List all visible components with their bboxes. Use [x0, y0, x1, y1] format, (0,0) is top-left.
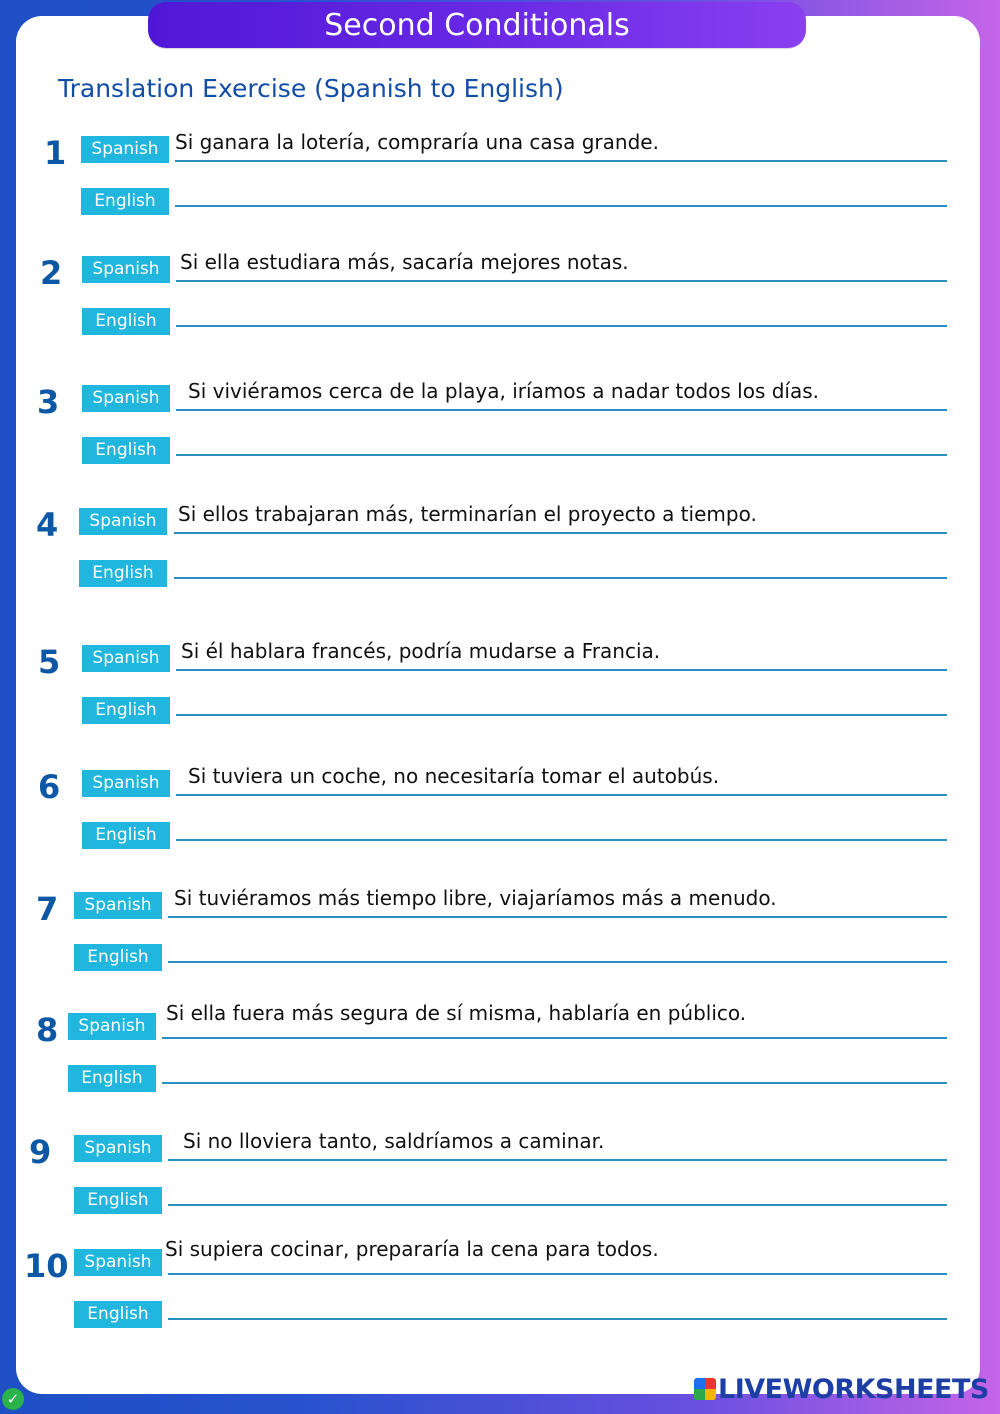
- english-tag: English: [74, 944, 162, 971]
- spanish-sentence: Si ellos trabajaran más, terminarían el proyecto a tiempo.: [178, 502, 757, 526]
- english-tag: English: [81, 188, 169, 215]
- spanish-rule: [176, 669, 947, 671]
- english-rule: [168, 1204, 947, 1206]
- question-number: 7: [36, 890, 59, 928]
- question-2: [0, 250, 1000, 366]
- english-rule: [168, 961, 947, 963]
- english-tag: English: [82, 437, 170, 464]
- question-number: 5: [38, 643, 61, 681]
- english-tag: English: [82, 822, 170, 849]
- english-answer-input[interactable]: [168, 944, 947, 966]
- liveworksheets-logo[interactable]: [694, 1374, 988, 1404]
- spanish-tag: Spanish: [74, 1249, 162, 1276]
- english-answer-input[interactable]: [176, 697, 947, 719]
- english-answer-input[interactable]: [174, 560, 947, 582]
- english-tag: English: [68, 1065, 156, 1092]
- english-rule: [176, 325, 947, 327]
- spanish-tag: Spanish: [74, 892, 162, 919]
- english-rule: [176, 714, 947, 716]
- english-tag: English: [74, 1187, 162, 1214]
- brand-text: LIVEWORKSHEETS: [718, 1374, 989, 1405]
- english-answer-input[interactable]: [176, 308, 947, 330]
- spanish-sentence: Si tuviéramos más tiempo libre, viajaríamos más a menudo.: [174, 886, 777, 910]
- question-1: [0, 130, 1000, 246]
- question-number: 10: [24, 1247, 69, 1285]
- question-4: [0, 502, 1000, 618]
- question-number: 6: [38, 768, 61, 806]
- question-9: [0, 1129, 1000, 1245]
- spanish-tag: Spanish: [82, 770, 170, 797]
- question-number: 9: [29, 1133, 52, 1171]
- question-8: [0, 1001, 1000, 1123]
- question-number: 4: [36, 506, 59, 544]
- spanish-sentence: Si supiera cocinar, prepararía la cena para todos.: [165, 1237, 659, 1261]
- english-tag: English: [82, 697, 170, 724]
- spanish-rule: [176, 794, 947, 796]
- english-rule: [176, 839, 947, 841]
- question-10: [0, 1237, 1000, 1359]
- spanish-sentence: Si él hablara francés, podría mudarse a Francia.: [181, 639, 661, 663]
- english-rule: [175, 205, 947, 207]
- spanish-sentence: Si viviéramos cerca de la playa, iríamos a nadar todos los días.: [188, 379, 820, 403]
- english-rule: [174, 577, 947, 579]
- spanish-sentence: Si ella fuera más segura de sí misma, hablaría en público.: [166, 1001, 747, 1025]
- liveworksheets-mark-icon: [694, 1378, 716, 1400]
- question-number: 2: [40, 254, 63, 292]
- english-answer-input[interactable]: [175, 188, 947, 210]
- spanish-sentence: Si ganara la lotería, compraría una casa grande.: [175, 130, 659, 154]
- spanish-rule: [176, 280, 947, 282]
- question-5: [0, 639, 1000, 755]
- english-tag: English: [79, 560, 167, 587]
- english-rule: [162, 1082, 947, 1084]
- english-answer-input[interactable]: [176, 822, 947, 844]
- question-number: 1: [44, 134, 67, 172]
- exercise-subtitle: Translation Exercise (Spanish to English): [58, 74, 564, 103]
- spanish-tag: Spanish: [82, 256, 170, 283]
- english-tag: English: [82, 308, 170, 335]
- spanish-sentence: Si no lloviera tanto, saldríamos a caminar.: [183, 1129, 605, 1153]
- spanish-tag: Spanish: [79, 508, 167, 535]
- spanish-rule: [168, 916, 947, 918]
- english-answer-input[interactable]: [162, 1065, 947, 1087]
- spanish-tag: Spanish: [81, 136, 169, 163]
- page-title: Second Conditionals: [148, 2, 806, 48]
- question-3: [0, 379, 1000, 495]
- check-circle-icon[interactable]: ✓: [2, 1388, 24, 1410]
- question-number: 3: [37, 383, 60, 421]
- spanish-sentence: Si ella estudiara más, sacaría mejores notas.: [180, 250, 629, 274]
- english-answer-input[interactable]: [168, 1187, 947, 1209]
- spanish-rule: [174, 532, 947, 534]
- english-tag: English: [74, 1301, 162, 1328]
- spanish-rule: [168, 1159, 947, 1161]
- spanish-tag: Spanish: [68, 1013, 156, 1040]
- spanish-tag: Spanish: [82, 385, 170, 412]
- english-rule: [176, 454, 947, 456]
- spanish-rule: [175, 160, 947, 162]
- english-rule: [168, 1318, 947, 1320]
- question-7: [0, 886, 1000, 1002]
- spanish-rule: [162, 1037, 947, 1039]
- question-6: [0, 764, 1000, 880]
- spanish-rule: [168, 1273, 947, 1275]
- english-answer-input[interactable]: [168, 1301, 947, 1323]
- spanish-sentence: Si tuviera un coche, no necesitaría tomar el autobús.: [188, 764, 720, 788]
- spanish-tag: Spanish: [82, 645, 170, 672]
- spanish-tag: Spanish: [74, 1135, 162, 1162]
- english-answer-input[interactable]: [176, 437, 947, 459]
- question-number: 8: [36, 1011, 59, 1049]
- spanish-rule: [176, 409, 947, 411]
